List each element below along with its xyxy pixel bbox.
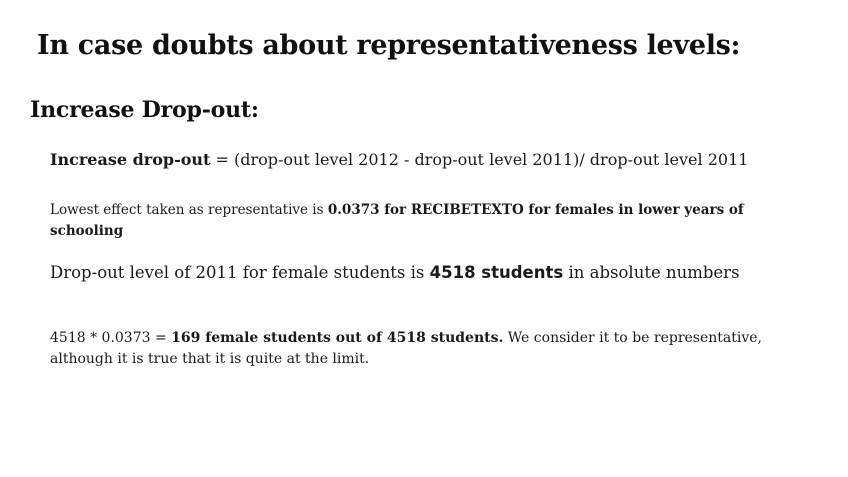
lowest-effect-paragraph xyxy=(50,200,810,242)
formula-definition: = (drop-out level 2012 - drop-out level 2011)/ drop-out level 2011 xyxy=(210,150,749,169)
calculation-expression: 4518 * 0.0373 = xyxy=(50,330,172,346)
calculation-paragraph xyxy=(50,328,810,370)
dropout-2011-suffix: in absolute numbers xyxy=(563,263,740,282)
calculation-result: 169 female students out of 4518 students. xyxy=(171,330,504,346)
lowest-effect-prefix: Lowest effect taken as representative is xyxy=(50,202,328,218)
formula-term: Increase drop-out xyxy=(50,150,211,169)
section-heading: Increase Drop-out: xyxy=(30,97,259,123)
calculation-conclusion: We consider it to be representative, although it is true that it is quite at the limit. xyxy=(50,330,763,367)
formula-paragraph xyxy=(50,150,830,169)
dropout-2011-prefix: Drop-out level of 2011 for female students is xyxy=(50,263,430,282)
slide-title: In case doubts about representativeness levels: xyxy=(37,30,741,61)
dropout-2011-value: 4518 students xyxy=(429,263,564,282)
lowest-effect-value: 0.0373 for RECIBETEXTO for females in lower years of schooling xyxy=(50,202,744,239)
dropout-2011-paragraph xyxy=(50,263,830,282)
